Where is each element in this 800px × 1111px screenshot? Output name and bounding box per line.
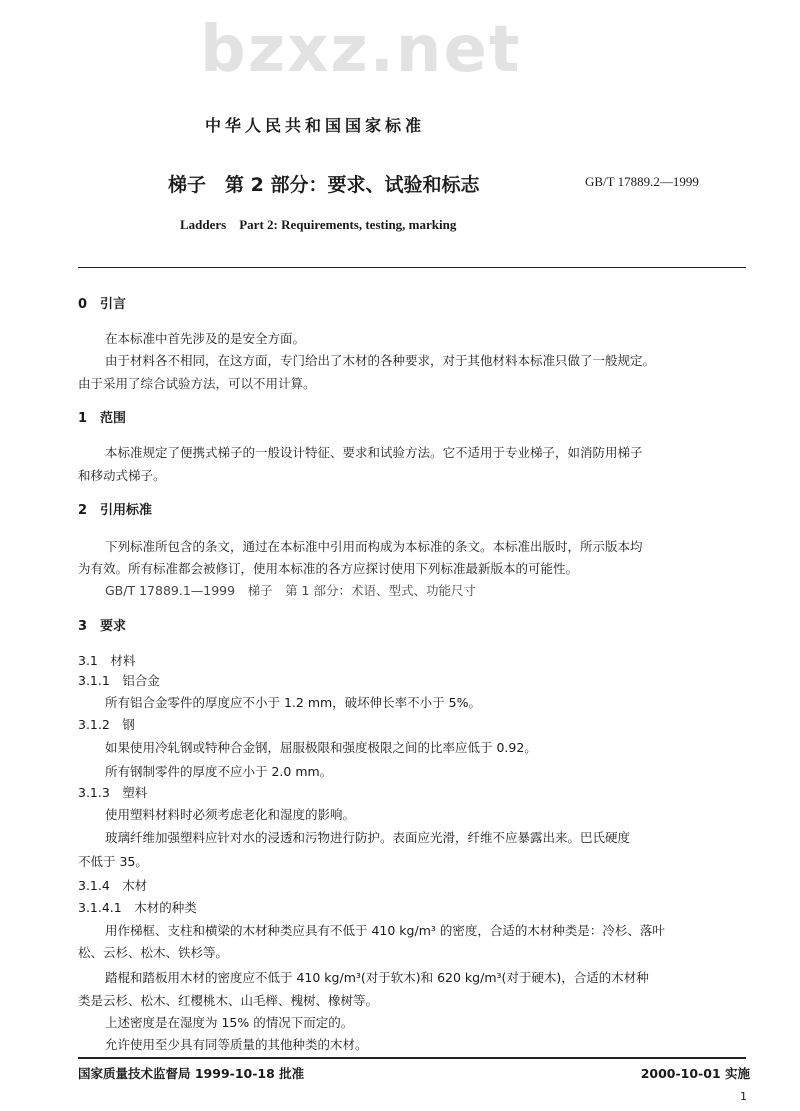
paragraph: 由于采用了综合试验方法，可以不用计算。 (78, 376, 316, 391)
paragraph: 使用塑料材料时必须考虑老化和湿度的影响。 (105, 807, 356, 822)
standard-code: GB/T 17889.2—1999 (585, 174, 699, 189)
paragraph: 松、云杉、松木、铁杉等。 (78, 945, 229, 960)
paragraph: 所有铝合金零件的厚度应不小于 1.2 mm，破坏伸长率不小于 5%。 (105, 695, 481, 710)
subsection-heading: 3.1 材料 (78, 653, 136, 668)
paragraph: 和移动式梯子。 (78, 468, 166, 483)
subsection-heading: 3.1.2 钢 (78, 717, 135, 732)
page-number: 1 (740, 1090, 747, 1103)
header-rule (78, 267, 746, 268)
paragraph: 如果使用冷轧钢或特种合金钢，屈服极限和强度极限之间的比率应低于 0.92。 (105, 740, 537, 755)
effective-date: 2000-10-01 实施 (640, 1066, 750, 1081)
paragraph: 上述密度是在湿度为 15% 的情况下而定的。 (105, 1015, 354, 1030)
section-heading: 2 引用标准 (78, 503, 153, 518)
watermark: bzxz.net (200, 13, 522, 87)
section-heading: 1 范围 (78, 411, 127, 426)
section-heading: 0 引言 (78, 297, 127, 312)
section-heading: 3 要求 (78, 619, 127, 634)
paragraph: 由于材料各不相同，在这方面，专门给出了木材的各种要求，对于其他材料本标准只做了一般规定。 (105, 353, 656, 368)
paragraph: 下列标准所包含的条文，通过在本标准中引用而构成为本标准的条文。本标准出版时，所示版本均 (105, 539, 643, 554)
paragraph: 本标准规定了便携式梯子的一般设计特征、要求和试验方法。它不适用于专业梯子，如消防用梯子 (105, 445, 643, 460)
referenced-standard: GB/T 17889.1—1999 梯子 第 1 部分：术语、型式、功能尺寸 (105, 583, 476, 598)
approval-info: 国家质量技术监督局 1999-10-18 批准 (78, 1066, 305, 1081)
english-title: Ladders Part 2: Requirements, testing, marking (180, 217, 457, 232)
paragraph: 在本标准中首先涉及的是安全方面。 (105, 331, 306, 346)
paragraph: 用作梯框、支柱和横梁的木材种类应具有不低于 410 kg/m³ 的密度，合适的木材种类是：冷杉、落叶 (105, 923, 665, 938)
subsection-heading: 3.1.4.1 木材的种类 (78, 900, 197, 915)
subsection-heading: 3.1.4 木材 (78, 878, 148, 893)
paragraph: 所有钢制零件的厚度不应小于 2.0 mm。 (105, 764, 333, 779)
national-standard-label: 中华人民共和国国家标准 (205, 116, 426, 135)
paragraph: 为有效。所有标准都会被修订，使用本标准的各方应探讨使用下列标准最新版本的可能性。 (78, 561, 579, 576)
subsection-heading: 3.1.3 塑料 (78, 785, 148, 800)
paragraph: 玻璃纤维加强塑料应针对水的浸透和污物进行防护。表面应光滑，纤维不应暴露出来。巴氏硬度 (105, 830, 631, 845)
paragraph: 类是云杉、松木、红樱桃木、山毛榉、槐树、橡树等。 (78, 993, 379, 1008)
footer-rule (78, 1057, 746, 1059)
paragraph: 踏棍和踏板用木材的密度应不低于 410 kg/m³(对于软木)和 620 kg/m³(对于硬木)，合适的木材种 (105, 970, 649, 985)
paragraph: 允许使用至少具有同等质量的其他种类的木材。 (105, 1037, 368, 1052)
paragraph: 不低于 35。 (78, 854, 148, 869)
document-title: 梯子 第 2 部分：要求、试验和标志 (168, 174, 480, 196)
subsection-heading: 3.1.1 铝合金 (78, 673, 160, 688)
